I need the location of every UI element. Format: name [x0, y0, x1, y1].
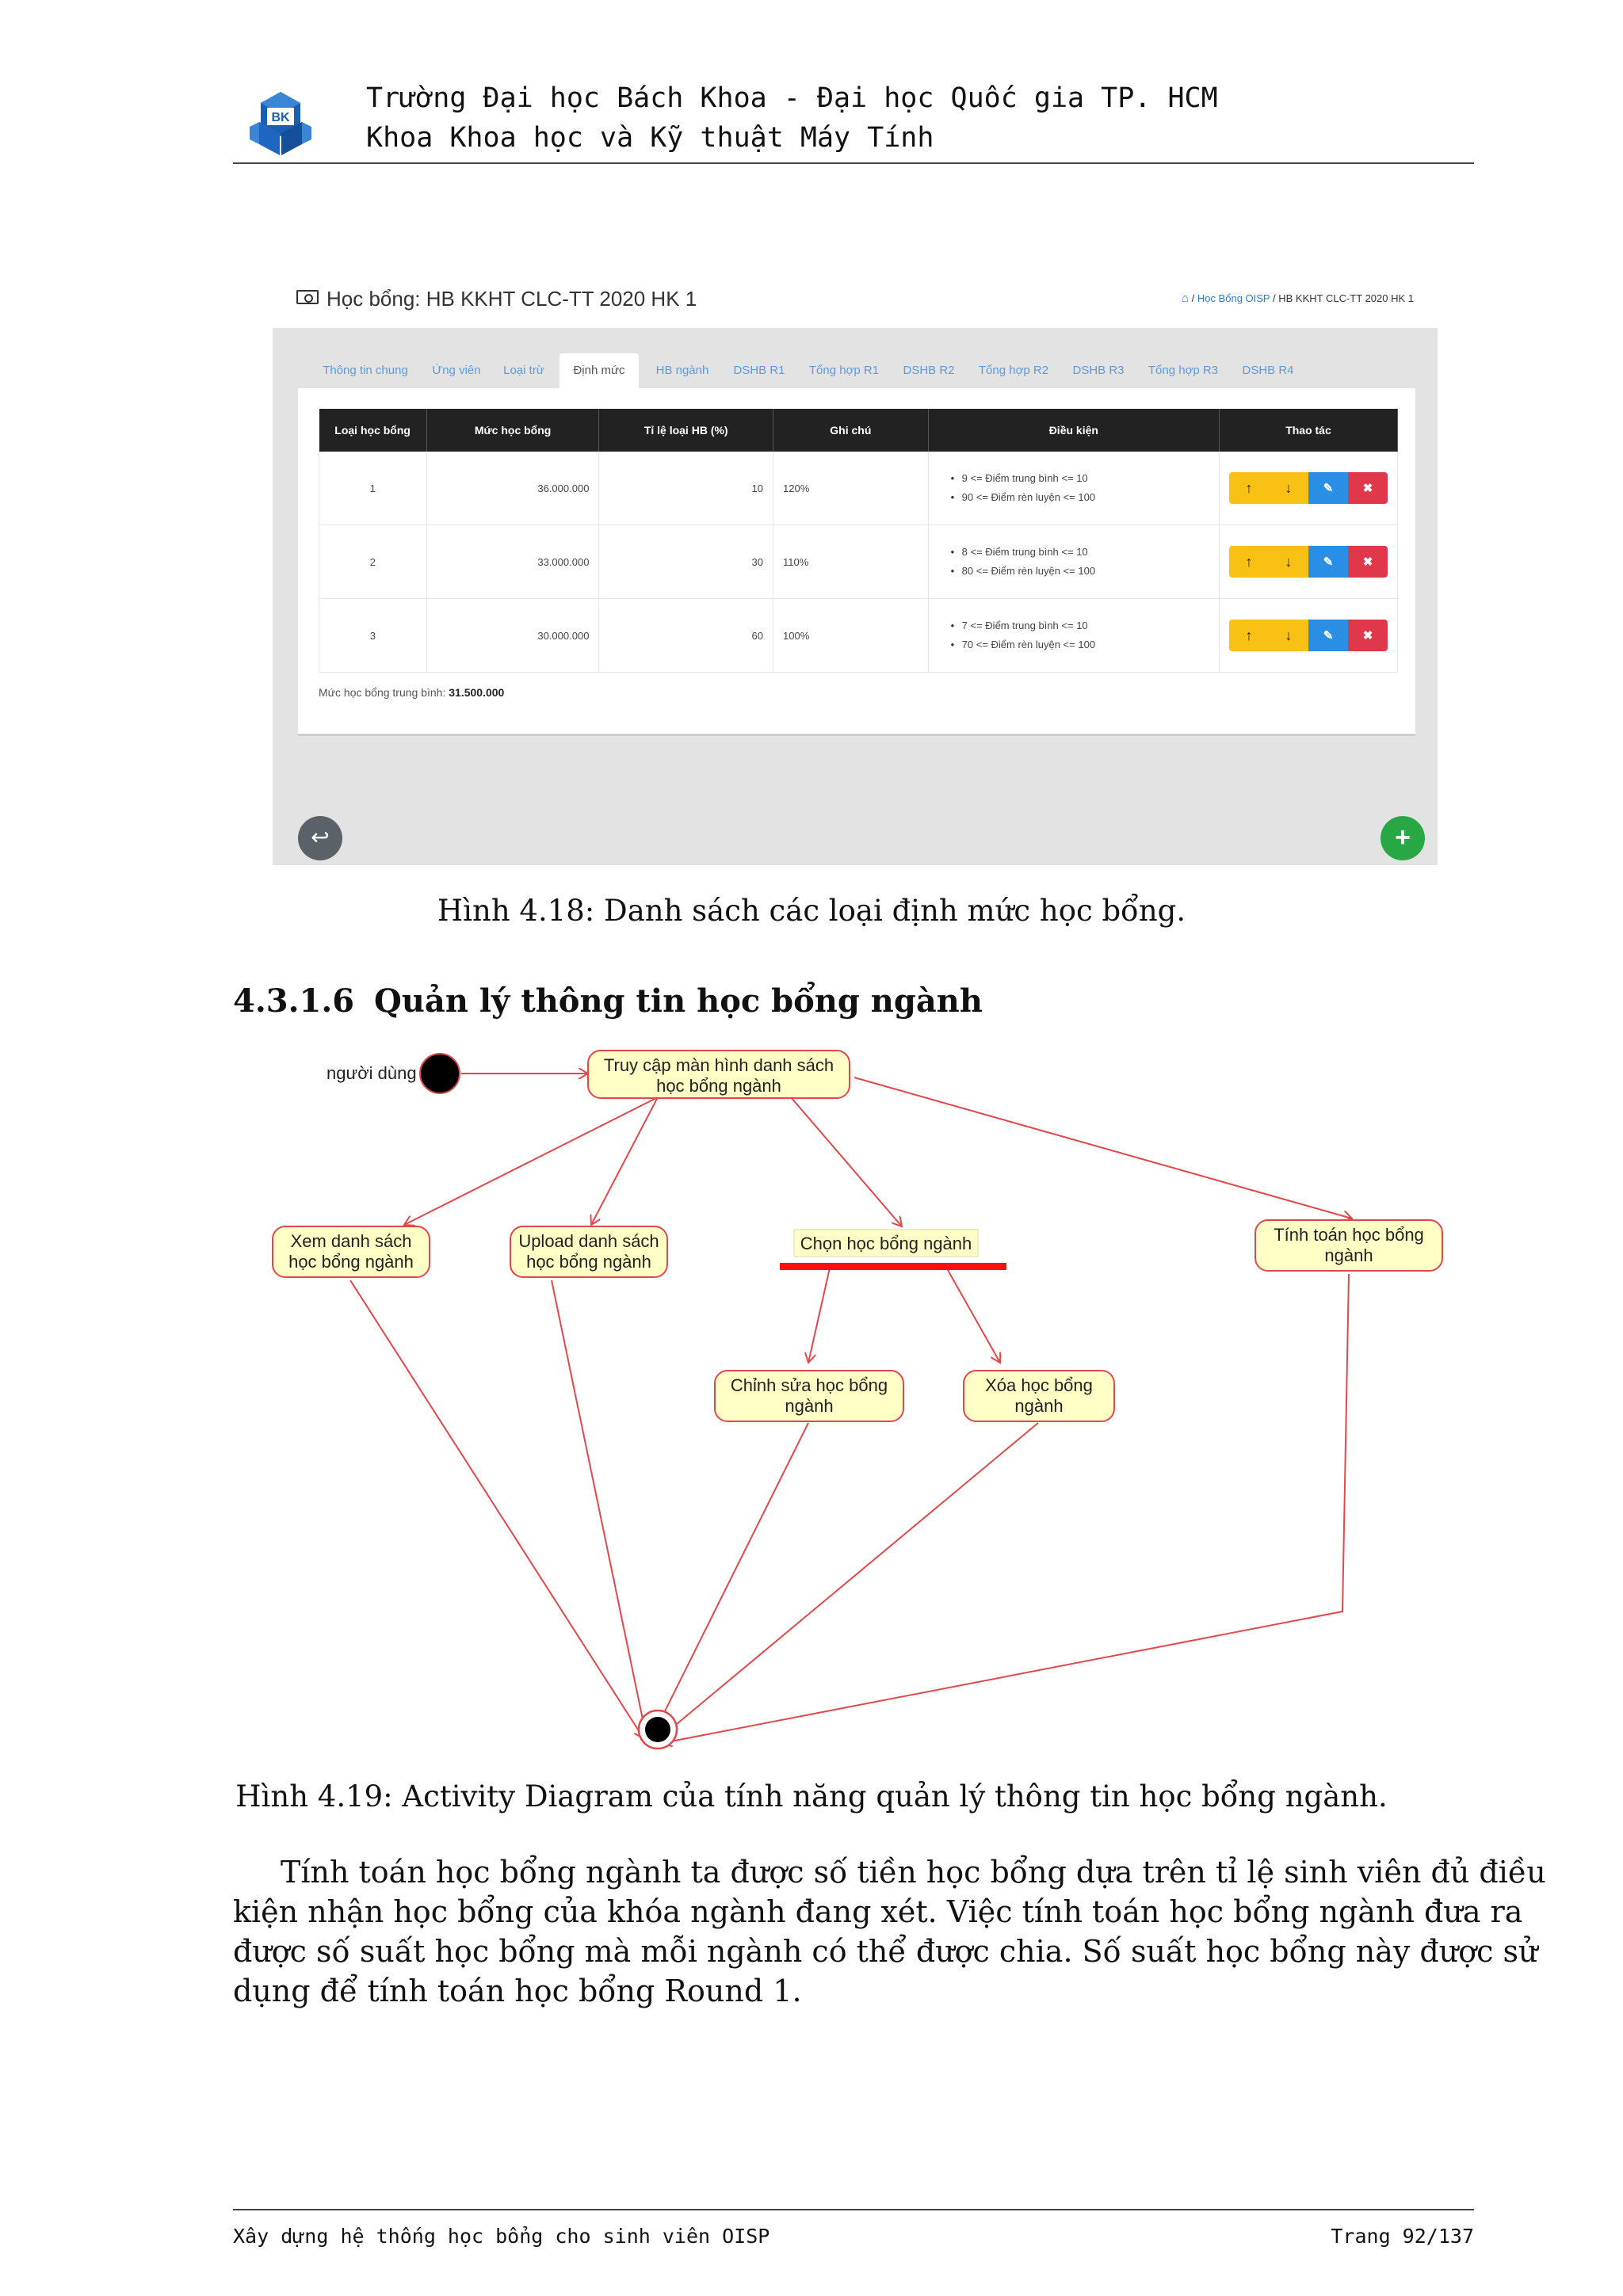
cell-ratio: 60: [599, 599, 773, 673]
header-faculty: Khoa Khoa học và Kỹ thuật Máy Tính: [366, 122, 934, 154]
edge-access-select: [791, 1097, 902, 1226]
table-row: [319, 452, 1398, 525]
cell-condition: [928, 452, 1219, 525]
breadcrumb-sep: /: [1273, 292, 1276, 304]
edge-select-delete: [945, 1264, 1000, 1363]
breadcrumb-current: HB KKHT CLC-TT 2020 HK 1: [1278, 292, 1414, 304]
figure-caption-4-18: Hình 4.18: Danh sách các loại định mức học bổng.: [437, 894, 1186, 928]
tab-quota[interactable]: Định mức: [559, 353, 639, 388]
edge-edit-end: [651, 1423, 808, 1738]
scholarship-screenshot: [273, 268, 1438, 865]
edge-select-edit: [808, 1264, 831, 1363]
node-edit-line1: Chỉnh sửa học bổng: [730, 1375, 888, 1395]
title-bar: [273, 268, 1438, 328]
condition-conduct: • 70 <= Điểm rèn luyện <= 100: [962, 635, 1209, 654]
page-title: Học bổng: HB KKHT CLC-TT 2020 HK 1: [327, 287, 697, 311]
tab-dshb-r2[interactable]: DSHB R2: [903, 364, 955, 377]
breadcrumb-link-oisp[interactable]: Học Bổng OISP: [1197, 292, 1270, 304]
average-label: Mức học bổng trung bình:: [319, 686, 446, 699]
start-node: [420, 1054, 460, 1093]
table-header-row: [319, 409, 1398, 452]
edit-button[interactable]: ✎: [1308, 546, 1348, 578]
node-calc-line2: ngành: [1324, 1245, 1373, 1265]
edit-button[interactable]: ✎: [1308, 472, 1348, 504]
cell-note: 120%: [773, 452, 929, 525]
node-upload: [510, 1226, 667, 1277]
node-edit-line2: ngành: [785, 1396, 834, 1416]
average-value: 31.500.000: [449, 686, 505, 699]
condition-gpa: • 7 <= Điểm trung bình <= 10: [962, 616, 1209, 635]
delete-button[interactable]: ✖: [1348, 546, 1388, 578]
fork-bar: [780, 1263, 1006, 1270]
section-title: Quản lý thông tin học bổng ngành: [374, 982, 983, 1020]
move-up-button[interactable]: ↑: [1229, 546, 1269, 578]
tab-major-scholarship[interactable]: HB ngành: [655, 364, 709, 377]
breadcrumb: [1182, 292, 1414, 305]
cell-ratio: 10: [599, 452, 773, 525]
edge-delete-end: [658, 1423, 1038, 1740]
tab-summary-r2[interactable]: Tổng hợp R2: [978, 364, 1049, 377]
paragraph-line: được số suất học bổng mà mỗi ngành có thể được chia. Số suất học bổng này được sử: [233, 1934, 1538, 1969]
tab-general-info[interactable]: Thông tin chung: [323, 364, 408, 377]
section-heading: [233, 982, 983, 1020]
cell-actions: [1219, 525, 1397, 599]
activity-diagram: [262, 1022, 1466, 1759]
node-view-line2: học bổng ngành: [288, 1252, 414, 1272]
col-amount: Mức học bổng: [426, 409, 599, 452]
body-paragraph: [233, 1852, 1546, 2011]
section-number: 4.3.1.6: [233, 982, 355, 1020]
node-delete-line1: Xóa học bổng: [985, 1375, 1093, 1395]
tab-dshb-r1[interactable]: DSHB R1: [733, 364, 785, 377]
node-view: [273, 1226, 430, 1277]
end-node: [639, 1711, 677, 1749]
node-calc-line1: Tính toán học bổng: [1274, 1225, 1424, 1245]
node-select-label: Chọn học bổng ngành: [800, 1234, 972, 1253]
move-down-button[interactable]: ↓: [1269, 546, 1308, 578]
footer-title: Xây dựng hệ thống học bổng cho sinh viên OISP: [233, 2225, 770, 2248]
table-row: [319, 599, 1398, 673]
edge-access-view: [404, 1097, 658, 1225]
node-delete-line2: ngành: [1014, 1396, 1064, 1416]
average-amount: [319, 686, 504, 699]
col-condition: Điều kiện: [928, 409, 1219, 452]
node-upload-line1: Upload danh sách: [518, 1231, 659, 1251]
cell-amount: 33.000.000: [426, 525, 599, 599]
node-delete: [964, 1371, 1114, 1421]
breadcrumb-sep: /: [1191, 292, 1195, 304]
tab-exclusions[interactable]: Loại trừ: [503, 364, 544, 377]
page-number: Trang 92/137: [1331, 2225, 1474, 2248]
node-calc: [1255, 1220, 1442, 1271]
move-down-button[interactable]: ↓: [1269, 620, 1308, 651]
cell-actions: [1219, 599, 1397, 673]
node-access-line2: học bổng ngành: [656, 1076, 781, 1096]
back-button[interactable]: ↩: [298, 816, 342, 860]
move-up-button[interactable]: ↑: [1229, 620, 1269, 651]
cell-condition: [928, 599, 1219, 673]
cell-actions: [1219, 452, 1397, 525]
home-icon[interactable]: ⌂: [1181, 292, 1189, 305]
condition-gpa: • 8 <= Điểm trung bình <= 10: [962, 543, 1209, 562]
cell-amount: 30.000.000: [426, 599, 599, 673]
condition-conduct: • 90 <= Điểm rèn luyện <= 100: [962, 488, 1209, 507]
col-ratio: Tỉ lệ loại HB (%): [599, 409, 773, 452]
node-edit: [715, 1371, 903, 1421]
quota-table: [319, 409, 1398, 673]
node-upload-line2: học bổng ngành: [526, 1252, 651, 1272]
paragraph-line: Tính toán học bổng ngành ta được số tiền học bổng dựa trên tỉ lệ sinh viên đủ điều: [281, 1855, 1546, 1890]
condition-conduct: • 80 <= Điểm rèn luyện <= 100: [962, 562, 1209, 581]
tab-summary-r3[interactable]: Tổng hợp R3: [1148, 364, 1219, 377]
footer-divider: [233, 2209, 1474, 2210]
cell-type: 2: [319, 525, 427, 599]
cell-condition: [928, 525, 1219, 599]
edit-button[interactable]: ✎: [1308, 620, 1348, 651]
move-down-button[interactable]: ↓: [1269, 472, 1308, 504]
tab-dshb-r3[interactable]: DSHB R3: [1072, 364, 1125, 377]
cell-ratio: 30: [599, 525, 773, 599]
add-button[interactable]: +: [1381, 816, 1425, 860]
header-university: Trường Đại học Bách Khoa - Đại học Quốc gia TP. HCM: [366, 82, 1218, 114]
condition-gpa: • 9 <= Điểm trung bình <= 10: [962, 469, 1209, 488]
col-actions: Thao tác: [1219, 409, 1397, 452]
paragraph-line: dụng để tính toán học bổng Round 1.: [233, 1974, 802, 2008]
cell-type: 3: [319, 599, 427, 673]
edge-access-upload: [591, 1097, 658, 1225]
tab-summary-r1[interactable]: Tổng hợp R1: [808, 364, 880, 377]
cell-amount: 36.000.000: [426, 452, 599, 525]
actor-label: người dùng: [327, 1063, 417, 1083]
delete-button[interactable]: ✖: [1348, 620, 1388, 651]
tab-candidates[interactable]: Ứng viên: [432, 364, 481, 377]
paragraph-line: kiện nhận học bổng của khóa ngành đang xét. Việc tính toán học bổng ngành đưa ra: [233, 1894, 1523, 1929]
tab-dshb-r4[interactable]: DSHB R4: [1242, 364, 1294, 377]
move-up-button[interactable]: ↑: [1229, 472, 1269, 504]
node-select: [780, 1230, 1006, 1270]
logo-text: BK: [271, 111, 290, 124]
col-type: Loại học bổng: [319, 409, 427, 452]
header-divider: [233, 162, 1474, 164]
figure-caption-4-19: Hình 4.19: Activity Diagram của tính năng quản lý thông tin học bổng ngành.: [235, 1779, 1388, 1814]
university-logo: [248, 89, 313, 158]
quota-card: [298, 388, 1415, 736]
node-access: [588, 1051, 850, 1098]
delete-button[interactable]: ✖: [1348, 472, 1388, 504]
col-note: Ghi chú: [773, 409, 929, 452]
table-row: [319, 525, 1398, 599]
money-icon: [296, 290, 319, 304]
cell-type: 1: [319, 452, 427, 525]
node-access-line1: Truy cập màn hình danh sách: [603, 1055, 834, 1075]
node-view-line1: Xem danh sách: [290, 1231, 412, 1251]
cell-note: 110%: [773, 525, 929, 599]
cell-note: 100%: [773, 599, 929, 673]
edge-access-calc: [854, 1077, 1352, 1219]
